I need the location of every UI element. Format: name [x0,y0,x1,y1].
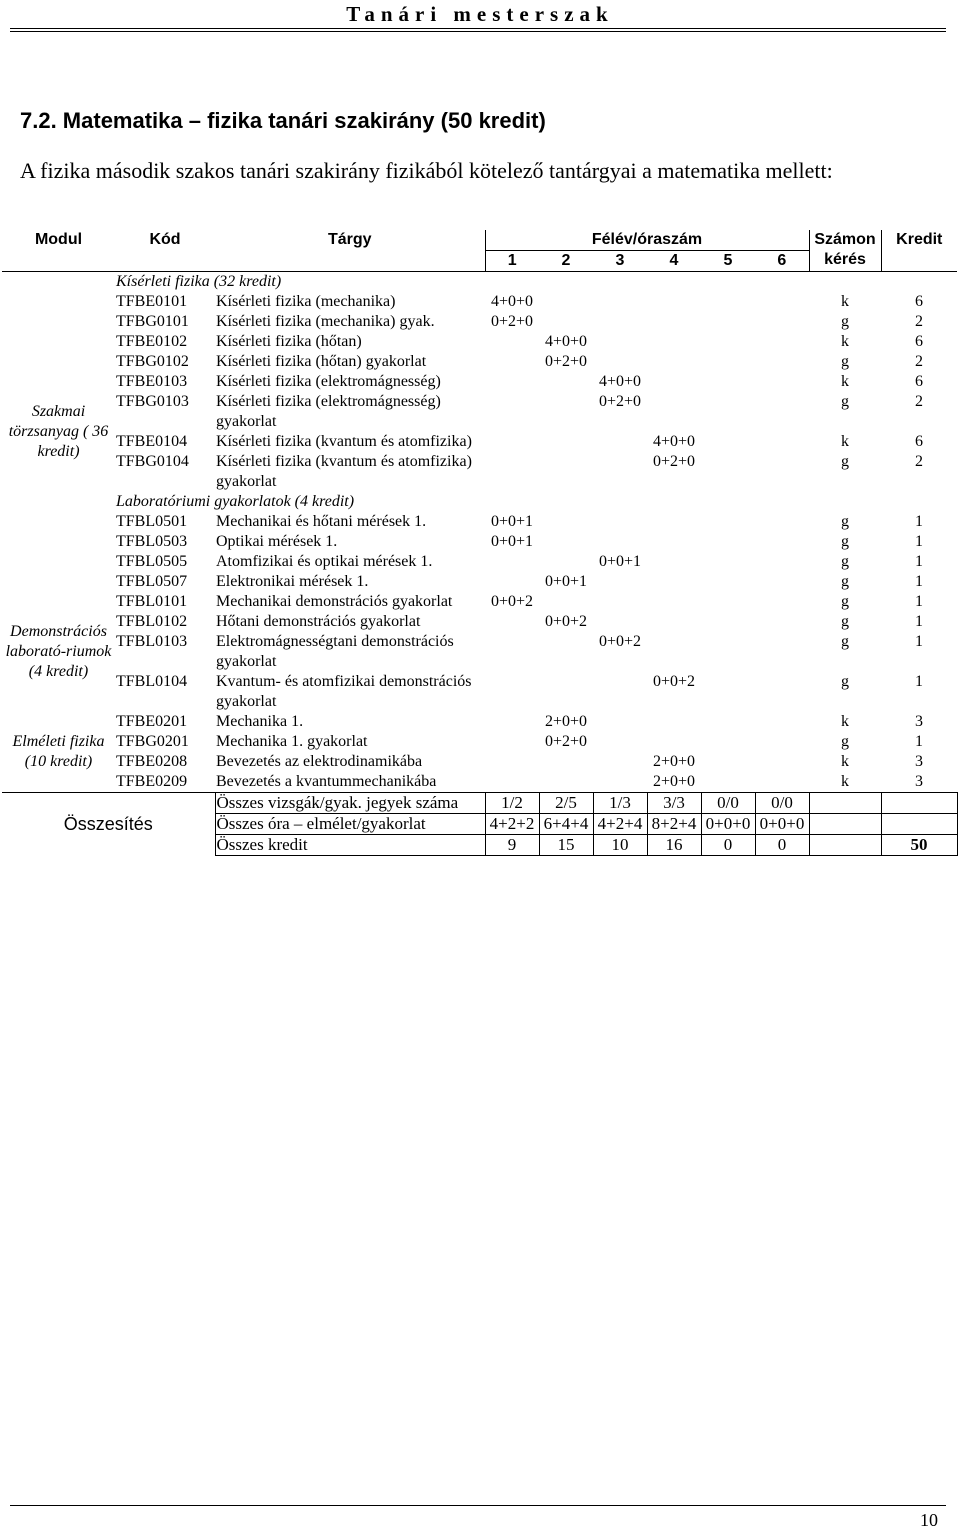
semester-1-hours: 0+0+2 [490,593,534,610]
summary-semester-1: 1/2 [485,793,539,814]
course-code: TFBG0201 [116,733,189,750]
semester-5-hours [701,732,755,752]
semester-2-hours [539,632,593,672]
summary-semester-4: 8+2+4 [647,814,701,835]
course-code: TFBE0209 [116,773,188,790]
semester-3-hours [593,712,647,732]
semester-6-hours [755,612,809,632]
course-code: TFBL0102 [116,613,188,630]
exam-type: g [841,353,850,370]
exam-type: g [841,633,850,650]
credit-value: 6 [915,333,924,350]
credit-value: 1 [915,733,924,750]
credit-value: 1 [915,553,924,570]
course-subject: Hőtani demonstrációs gyakorlat [216,613,421,630]
exam-type: g [841,453,850,470]
exam-type: g [841,673,850,690]
semester-4-hours [647,372,701,392]
semester-6-hours [755,312,809,332]
semester-4-hours [647,592,701,612]
semester-1-hours: 0+0+1 [490,533,534,550]
semester-2-hours [539,372,593,392]
exam-type: g [841,573,850,590]
semester-4-hours: 2+0+0 [652,753,696,770]
semester-5-hours [701,612,755,632]
summary-total [881,814,957,835]
semester-6-hours [755,592,809,612]
semester-5-hours [701,512,755,532]
course-code: TFBG0104 [116,453,189,470]
credit-value: 2 [915,313,924,330]
semester-1-hours: 0+2+0 [490,313,534,330]
course-code: TFBE0201 [116,713,188,730]
semester-5-hours [701,532,755,552]
credit-value: 1 [915,513,924,530]
summary-exam-blank [809,793,881,814]
course-code: TFBL0101 [116,593,188,610]
semester-6-hours [755,452,809,492]
course-subject: Kísérleti fizika (kvantum és atomfizika) [216,433,472,450]
course-code: TFBL0503 [116,533,188,550]
semester-5-hours [701,332,755,352]
header-semester-5: 5 [701,251,755,272]
semester-1-hours: 4+0+0 [490,293,534,310]
semester-2-hours: 0+0+1 [544,573,588,590]
semester-3-hours: 0+0+2 [598,633,642,650]
semester-4-hours [647,732,701,752]
course-subject: Kísérleti fizika (mechanika) gyak. [216,313,435,330]
semester-1-hours: 0+0+1 [490,513,534,530]
semester-1-hours [485,632,539,672]
course-code: TFBL0505 [116,553,188,570]
exam-type: k [841,753,850,770]
semester-1-hours [485,612,539,632]
semester-6-hours [755,572,809,592]
course-code: TFBL0501 [116,513,188,530]
summary-semester-1: 9 [485,835,539,856]
semester-6-hours [755,332,809,352]
semester-3-hours [593,512,647,532]
semester-4-hours [647,712,701,732]
credit-value: 6 [915,373,924,390]
course-code: TFBG0102 [116,353,189,370]
summary-semester-5: 0+0+0 [701,814,755,835]
course-code: TFBG0103 [116,393,189,410]
module-label: Elméleti fizika (10 kredit) [12,733,105,770]
course-code: TFBL0104 [116,673,188,690]
semester-6-hours [755,352,809,372]
semester-3-hours [593,532,647,552]
table-row [2,332,957,352]
course-code: TFBG0101 [116,313,189,330]
course-subject: Elektronikai mérések 1. [216,573,369,590]
summary-semester-4: 16 [647,835,701,856]
semester-4-hours [647,532,701,552]
summary-semester-4: 3/3 [647,793,701,814]
credit-value: 1 [915,613,924,630]
credit-value: 2 [915,353,924,370]
summary-semester-5: 0 [701,835,755,856]
semester-4-hours [647,312,701,332]
semester-6-hours [755,772,809,793]
header-kod: Kód [115,230,215,272]
semester-5-hours [701,572,755,592]
semester-4-hours [647,332,701,352]
semester-2-hours: 0+2+0 [544,733,588,750]
course-subject: Bevezetés a kvantummechanikába [216,773,437,790]
semester-2-hours [539,512,593,532]
exam-type: g [841,393,850,410]
semester-4-hours [647,612,701,632]
semester-3-hours [593,332,647,352]
semester-2-hours [539,292,593,312]
summary-semester-5: 0/0 [701,793,755,814]
credit-value: 6 [915,293,924,310]
summary-semester-2: 15 [539,835,593,856]
semester-2-hours: 0+0+2 [544,613,588,630]
table-row [2,532,957,552]
table-row [2,772,957,793]
semester-6-hours [755,512,809,532]
semester-5-hours [701,452,755,492]
semester-5-hours [701,312,755,332]
exam-type: g [841,593,850,610]
category-label: Laboratóriumi gyakorlatok (4 kredit) [116,493,355,510]
semester-2-hours [539,672,593,712]
semester-4-hours [647,392,701,432]
summary-semester-2: 6+4+4 [539,814,593,835]
table-row [2,512,957,532]
summary-semester-3: 10 [593,835,647,856]
table-row [2,752,957,772]
semester-2-hours: 2+0+0 [544,713,588,730]
semester-1-hours [485,772,539,793]
exam-type: k [841,333,850,350]
credit-value: 1 [915,633,924,650]
header-felev: Félév/óraszám [485,230,809,251]
semester-1-hours [485,752,539,772]
header-rule-top [10,28,946,29]
semester-4-hours: 2+0+0 [652,773,696,790]
semester-5-hours [701,672,755,712]
credit-value: 3 [915,773,924,790]
summary-semester-3: 1/3 [593,793,647,814]
semester-6-hours [755,372,809,392]
semester-6-hours [755,552,809,572]
course-subject: Mechanika 1. gyakorlat [216,733,368,750]
course-subject: Kvantum- és atomfizikai demonstrációs gyakorlat [216,673,472,710]
semester-6-hours [755,632,809,672]
semester-5-hours [701,292,755,312]
course-subject: Mechanikai demonstrációs gyakorlat [216,593,453,610]
course-subject: Kísérleti fizika (mechanika) [216,293,396,310]
course-subject: Mechanikai és hőtani mérések 1. [216,513,427,530]
exam-type: k [841,373,850,390]
semester-6-hours [755,672,809,712]
curriculum-table [2,230,958,856]
credit-value: 6 [915,433,924,450]
semester-1-hours [485,732,539,752]
semester-2-hours [539,532,593,552]
header-targy: Tárgy [215,230,485,272]
course-subject: Kísérleti fizika (hőtan) gyakorlat [216,353,427,370]
table-row [2,592,957,612]
course-subject: Kísérleti fizika (kvantum és atomfizika) gyakorlat [216,453,472,490]
summary-semester-6: 0 [755,835,809,856]
section-subtitle: A fizika második szakos tanári szakirány fizikából kötelező tantárgyai a matematika mellett: [20,158,833,183]
course-code: TFBE0208 [116,753,188,770]
page-number: 10 [920,1510,938,1530]
section-title: 7.2. Matematika – fizika tanári szakirány (50 kredit) [20,108,546,133]
module-label: Demonstrációs laborató-riumok (4 kredit) [5,623,112,680]
credit-value: 2 [915,393,924,410]
credit-value: 3 [915,753,924,770]
semester-3-hours [593,452,647,492]
semester-1-hours [485,432,539,452]
credit-value: 2 [915,453,924,470]
course-code: TFBL0507 [116,573,188,590]
summary-row-label: Összes kredit [215,835,485,856]
table-row [2,712,957,732]
category-label: Kísérleti fizika (32 kredit) [116,273,282,290]
credit-value: 1 [915,593,924,610]
header-semester-3: 3 [593,251,647,272]
header-semester-6: 6 [755,251,809,272]
semester-1-hours [485,332,539,352]
table-row [2,672,957,712]
semester-5-hours [701,772,755,793]
credit-value: 1 [915,673,924,690]
header-semester-4: 4 [647,251,701,272]
module-label: Szakmai törzsanyag ( 36 kredit) [8,403,109,460]
summary-row-label: Összes óra – elmélet/gyakorlat [215,814,485,835]
semester-4-hours [647,572,701,592]
semester-6-hours [755,752,809,772]
semester-1-hours [485,452,539,492]
header-semester-1: 1 [485,251,539,272]
exam-type: k [841,433,850,450]
semester-5-hours [701,352,755,372]
semester-5-hours [701,592,755,612]
footer-rule [10,1505,946,1506]
summary-row [2,793,957,814]
summary-total: 50 [881,835,957,856]
category-row [2,492,957,512]
table-row [2,552,957,572]
semester-1-hours [485,352,539,372]
semester-5-hours [701,392,755,432]
exam-type: g [841,613,850,630]
semester-2-hours [539,392,593,432]
semester-6-hours [755,392,809,432]
table-row [2,432,957,452]
summary-semester-1: 4+2+2 [485,814,539,835]
course-code: TFBL0103 [116,633,188,650]
course-subject: Elektromágnességtani demonstrációs gyakorlat [216,633,454,670]
semester-3-hours [593,732,647,752]
summary-label: Összesítés [2,793,215,856]
semester-5-hours [701,752,755,772]
semester-3-hours [593,772,647,793]
exam-type: g [841,733,850,750]
table-row [2,292,957,312]
table-row [2,452,957,492]
summary-semester-6: 0+0+0 [755,814,809,835]
course-subject: Kísérleti fizika (hőtan) [216,333,362,350]
exam-type: g [841,533,850,550]
semester-5-hours [701,632,755,672]
course-code: TFBE0101 [116,293,188,310]
table-row [2,632,957,672]
semester-3-hours [593,352,647,372]
semester-4-hours [647,512,701,532]
summary-total [881,793,957,814]
header-semester-2: 2 [539,251,593,272]
semester-3-hours [593,572,647,592]
semester-3-hours [593,312,647,332]
semester-4-hours: 0+0+2 [652,673,696,690]
semester-4-hours [647,632,701,672]
category-row [2,272,957,293]
semester-3-hours [593,752,647,772]
semester-4-hours [647,292,701,312]
table-body [2,272,957,856]
exam-type: g [841,313,850,330]
semester-2-hours [539,552,593,572]
exam-type: g [841,513,850,530]
semester-3-hours [593,672,647,712]
semester-1-hours [485,552,539,572]
table-row [2,352,957,372]
semester-3-hours: 0+0+1 [598,553,642,570]
course-code: TFBE0104 [116,433,188,450]
summary-row-label: Összes vizsgák/gyak. jegyek száma [215,793,485,814]
semester-1-hours [485,572,539,592]
semester-3-hours [593,612,647,632]
semester-1-hours [485,672,539,712]
semester-1-hours [485,372,539,392]
table-row [2,372,957,392]
course-subject: Atomfizikai és optikai mérések 1. [216,553,433,570]
semester-2-hours: 4+0+0 [544,333,588,350]
course-subject: Kísérleti fizika (elektromágnesség) [216,373,441,390]
running-header: Tanári mesterszak [346,2,614,26]
header-row-1 [2,230,957,251]
semester-6-hours [755,732,809,752]
exam-type: k [841,773,850,790]
semester-4-hours [647,352,701,372]
semester-2-hours [539,432,593,452]
semester-1-hours [485,712,539,732]
semester-6-hours [755,712,809,732]
header-szamonkeres: Számon kérés [809,230,881,272]
course-subject: Optikai mérések 1. [216,533,338,550]
credit-value: 1 [915,573,924,590]
semester-2-hours [539,752,593,772]
table-row [2,732,957,752]
header-kredit: Kredit [881,230,957,272]
semester-3-hours: 4+0+0 [598,373,642,390]
credit-value: 1 [915,533,924,550]
semester-6-hours [755,532,809,552]
course-subject: Mechanika 1. [216,713,304,730]
credit-value: 3 [915,713,924,730]
semester-3-hours [593,432,647,452]
semester-6-hours [755,432,809,452]
semester-5-hours [701,432,755,452]
semester-5-hours [701,372,755,392]
course-subject: Kísérleti fizika (elektromágnesség) gyakorlat [216,393,441,430]
exam-type: g [841,553,850,570]
table-row [2,312,957,332]
semester-3-hours: 0+2+0 [598,393,642,410]
summary-exam-blank [809,835,881,856]
summary-semester-3: 4+2+4 [593,814,647,835]
header-modul: Modul [2,230,115,272]
semester-4-hours: 4+0+0 [652,433,696,450]
semester-2-hours [539,452,593,492]
semester-2-hours [539,312,593,332]
course-subject: Bevezetés az elektrodinamikába [216,753,423,770]
semester-3-hours [593,292,647,312]
semester-5-hours [701,712,755,732]
table-row [2,612,957,632]
semester-1-hours [485,392,539,432]
semester-5-hours [701,552,755,572]
summary-semester-2: 2/5 [539,793,593,814]
semester-2-hours: 0+2+0 [544,353,588,370]
semester-2-hours [539,772,593,793]
semester-4-hours [647,552,701,572]
exam-type: k [841,713,850,730]
course-code: TFBE0102 [116,333,188,350]
summary-semester-6: 0/0 [755,793,809,814]
header-rule-bottom [10,31,946,32]
course-code: TFBE0103 [116,373,188,390]
exam-type: k [841,293,850,310]
semester-3-hours [593,592,647,612]
semester-4-hours: 0+2+0 [652,453,696,470]
table-row [2,392,957,432]
table-row [2,572,957,592]
semester-6-hours [755,292,809,312]
summary-exam-blank [809,814,881,835]
semester-2-hours [539,592,593,612]
